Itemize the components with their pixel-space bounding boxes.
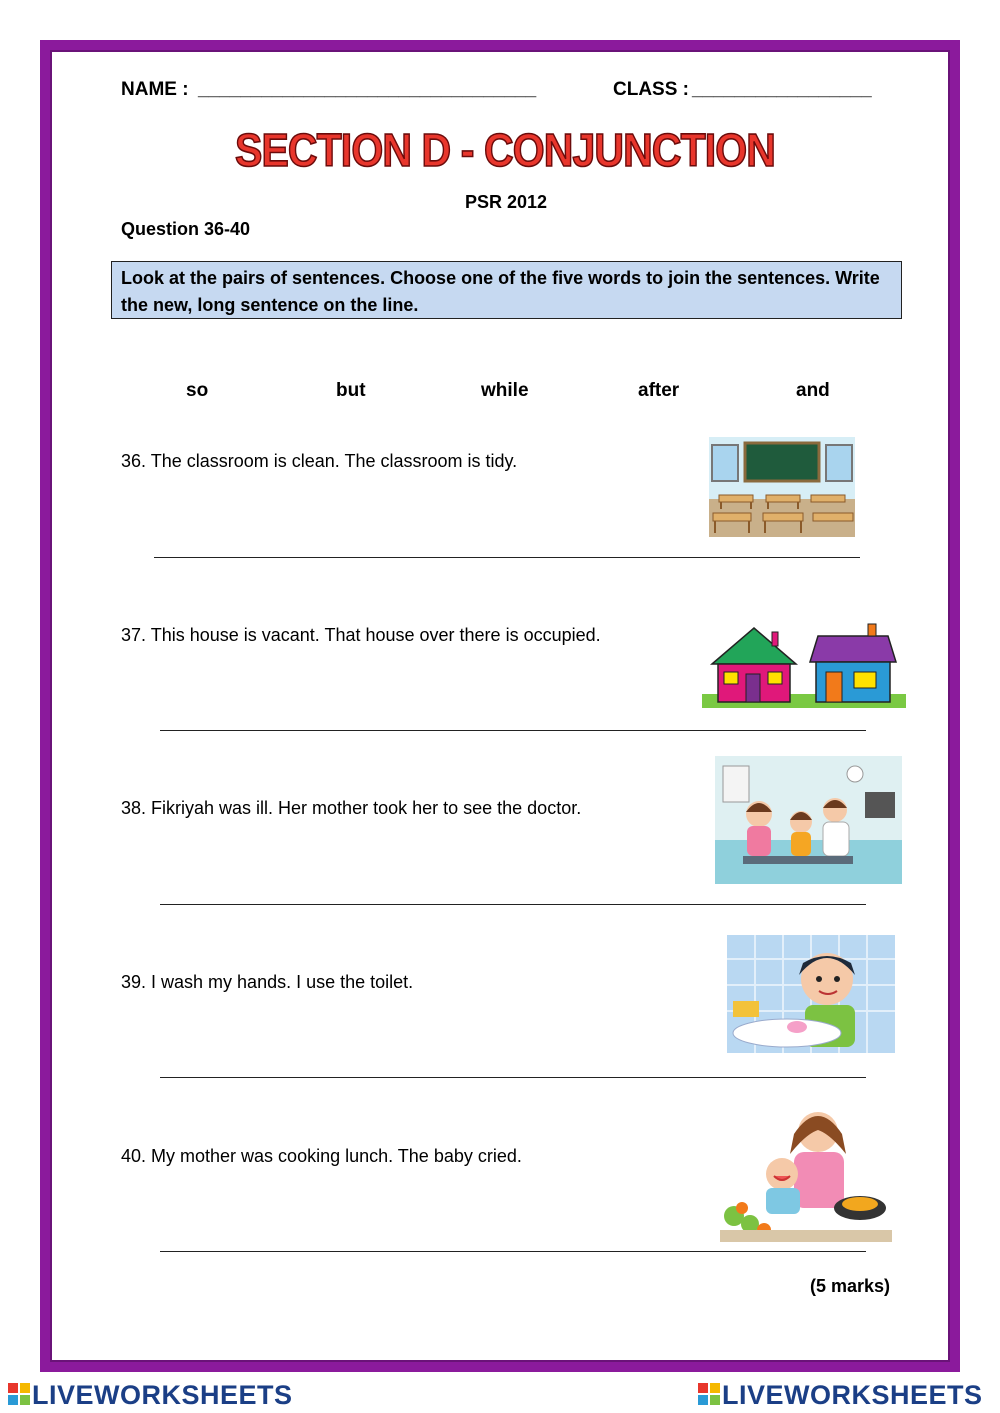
question-38: 38. Fikriyah was ill. Her mother took her to see the doctor. bbox=[121, 798, 582, 818]
question-36: 36. The classroom is clean. The classroom is tidy. bbox=[121, 451, 518, 471]
question-40: 40. My mother was cooking lunch. The baby cried. bbox=[121, 1146, 522, 1166]
word-after: after bbox=[638, 380, 680, 401]
question-37: 37. This house is vacant. That house over there is occupied. bbox=[121, 625, 601, 645]
answer-line-40[interactable] bbox=[160, 1251, 866, 1252]
houses-picture bbox=[702, 622, 906, 708]
word-while: while bbox=[481, 380, 529, 401]
word-and: and bbox=[796, 380, 830, 401]
class-blank[interactable]: _________________ bbox=[692, 79, 872, 100]
brand-right[interactable]: LIVEWORKSHEETS bbox=[722, 1380, 983, 1410]
liveworksheets-logo-icon-right bbox=[698, 1383, 720, 1405]
liveworksheets-logo-icon bbox=[8, 1383, 30, 1405]
question-39: 39. I wash my hands. I use the toilet. bbox=[121, 972, 414, 992]
instruction-box: Look at the pairs of sentences. Choose one of the five words to join the sentences. Write the new, long sentence on the line. bbox=[111, 261, 902, 319]
name-label: NAME : bbox=[121, 79, 189, 100]
marks-total: (5 marks) bbox=[809, 1276, 890, 1296]
word-but: but bbox=[336, 380, 366, 401]
classroom-picture bbox=[709, 437, 855, 537]
class-label: CLASS : bbox=[613, 79, 689, 100]
name-blank[interactable]: ________________________________ bbox=[198, 79, 537, 100]
hand-washing-picture bbox=[727, 935, 895, 1053]
answer-line-39[interactable] bbox=[160, 1077, 866, 1078]
mother-cooking-picture bbox=[720, 1104, 892, 1242]
answer-line-38[interactable] bbox=[160, 904, 866, 905]
section-title-text: SECTION D - CONJUNCTION bbox=[235, 124, 775, 176]
word-so: so bbox=[186, 380, 209, 401]
brand-left[interactable]: LIVEWORKSHEETS bbox=[32, 1380, 293, 1410]
subtitle: PSR 2012 bbox=[464, 192, 548, 212]
answer-line-36[interactable] bbox=[154, 557, 860, 558]
doctor-visit-picture bbox=[715, 756, 902, 884]
answer-line-37[interactable] bbox=[160, 730, 866, 731]
question-range: Question 36-40 bbox=[121, 219, 251, 239]
section-title bbox=[225, 118, 785, 180]
